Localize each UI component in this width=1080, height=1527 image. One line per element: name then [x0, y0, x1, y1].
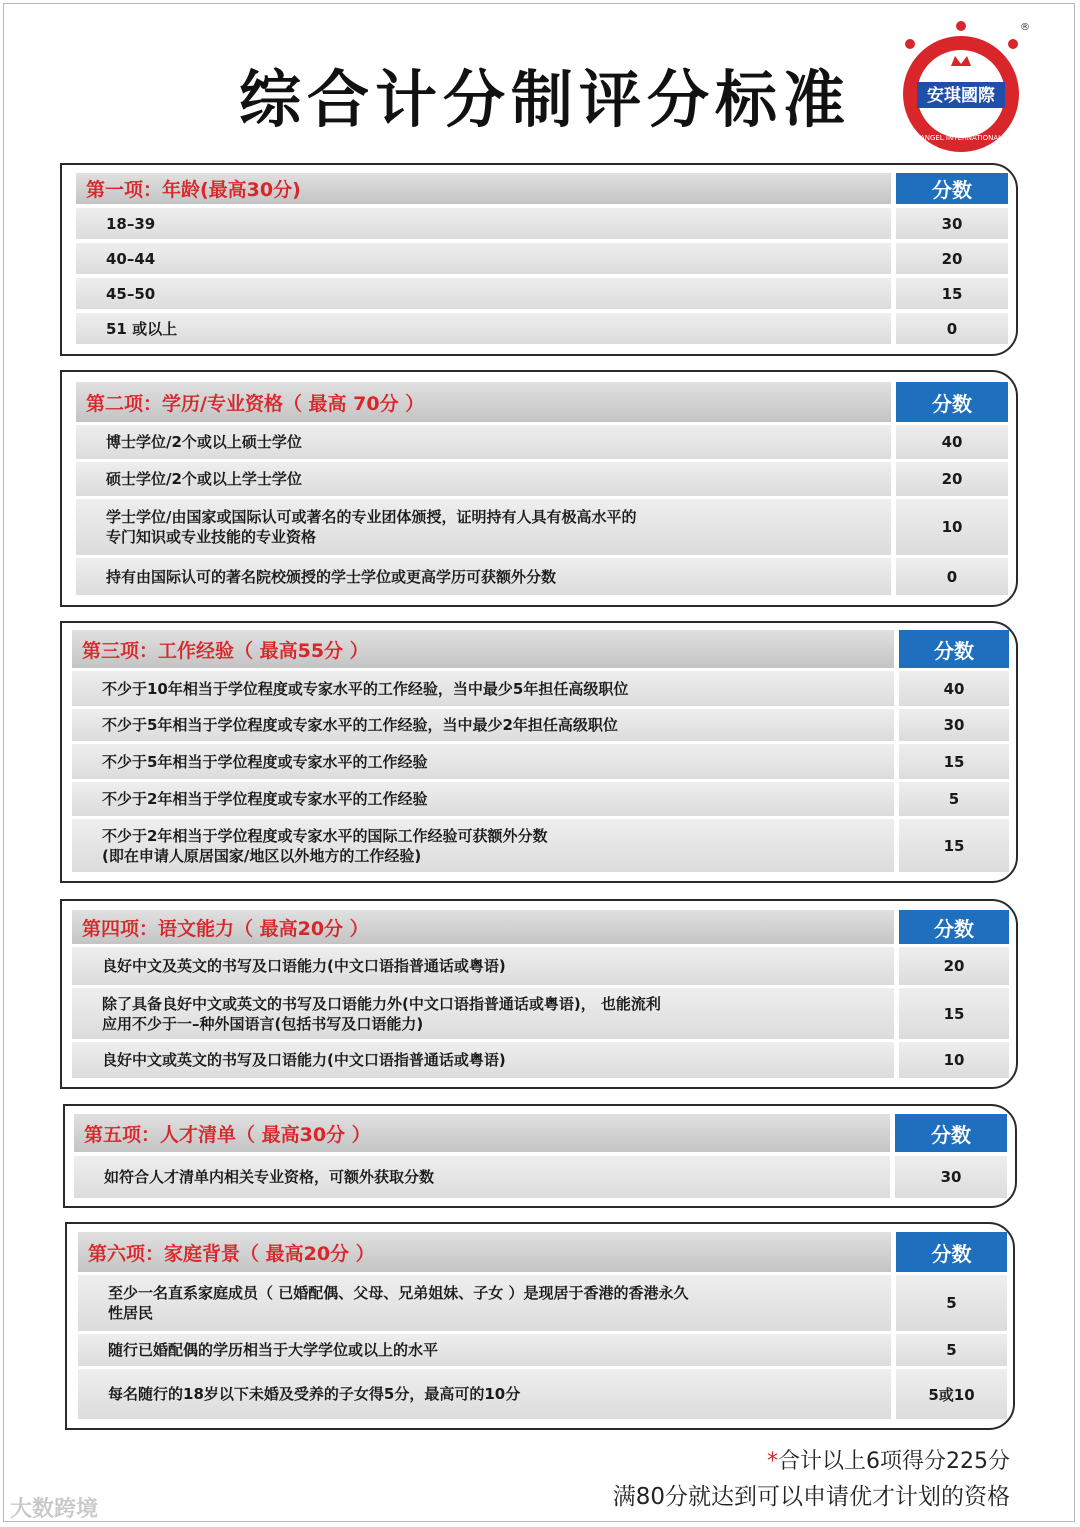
score-value: 5 [896, 1275, 1007, 1331]
section-title: 第六项：家庭背景（ 最高20分 ） [78, 1232, 891, 1272]
criteria-label: 如符合人才清单内相关专业资格，可额外获取分数 [74, 1156, 890, 1198]
total-score-text: 合计以上6项得分225分 [778, 1449, 1010, 1474]
table-row [76, 499, 1008, 555]
asterisk-mark: * [767, 1449, 778, 1474]
score-value: 30 [899, 709, 1009, 741]
criteria-label: 不少于5年相当于学位程度或专家水平的工作经验 [72, 744, 894, 779]
criteria-label: 至少一名直系家庭成员（ 已婚配偶、父母、兄弟姐妹、子女 ）是现居于香港的香港永久 性居民 [78, 1275, 891, 1331]
criteria-label: 45–50 [76, 278, 891, 309]
score-value: 15 [896, 278, 1008, 309]
criteria-label: 良好中文或英文的书写及口语能力(中文口语指普通话或粤语) [72, 1042, 894, 1078]
criteria-label: 不少于2年相当于学位程度或专家水平的国际工作经验可获额外分数 (即在申请人原居国家/地区以外地方的工作经验) [72, 819, 894, 872]
svg-text:安琪國際: 安琪國際 [927, 86, 995, 106]
table-row [72, 744, 1009, 779]
table-row [72, 1042, 1009, 1078]
criteria-label: 51 或以上 [76, 313, 891, 344]
score-column-header: 分数 [896, 382, 1008, 422]
score-value: 5 [899, 782, 1009, 816]
score-column-header: 分数 [896, 173, 1008, 204]
section-header [78, 1232, 1007, 1272]
table-row [72, 988, 1009, 1039]
criteria-label: 40–44 [76, 243, 891, 274]
criteria-label: 除了具备良好中文或英文的书写及口语能力外(中文口语指普通话或粤语)， 也能流利 应用不少于一–种外国语言(包括书写及口语能力) [72, 988, 894, 1039]
criteria-label: 不少于10年相当于学位程度或专家水平的工作经验，当中最少5年担任高级职位 [72, 671, 894, 706]
watermark-text: 大数跨境 [10, 1497, 99, 1522]
page-title: 综合计分制评分标准 [238, 63, 851, 136]
angel-international-logo [895, 18, 1035, 158]
score-value: 20 [896, 462, 1008, 496]
section-title: 第三项：工作经验（ 最高55分 ） [72, 630, 894, 668]
table-row [78, 1369, 1007, 1419]
criteria-label: 持有由国际认可的著名院校颁授的学士学位或更高学历可获额外分数 [76, 558, 891, 595]
score-value: 30 [895, 1156, 1007, 1198]
section-header [72, 630, 1009, 668]
score-value: 10 [899, 1042, 1009, 1078]
table-row [72, 671, 1009, 706]
qualification-note: 满80分就达到可以申请优才计划的资格 [612, 1484, 1010, 1510]
section-title: 第四项：语文能力（ 最高20分 ） [72, 910, 894, 944]
score-value: 15 [899, 744, 1009, 779]
section-title: 第五项：人才清单（ 最高30分 ） [74, 1114, 890, 1152]
table-row [76, 558, 1008, 595]
score-column-header: 分数 [899, 630, 1009, 668]
table-row [74, 1156, 1007, 1198]
section-header [74, 1114, 1007, 1152]
total-score-note [767, 1444, 1010, 1475]
score-value: 5或10 [896, 1369, 1007, 1419]
table-row [78, 1334, 1007, 1366]
table-row [72, 819, 1009, 872]
section-title: 第一项：年龄(最高30分) [76, 173, 891, 204]
score-column-header: 分数 [899, 910, 1009, 944]
score-value: 20 [896, 243, 1008, 274]
criteria-label: 良好中文及英文的书写及口语能力(中文口语指普通话或粤语) [72, 947, 894, 985]
criteria-label: 博士学位/2个或以上硕士学位 [76, 425, 891, 459]
section-header [76, 382, 1008, 422]
score-column-header: 分数 [895, 1114, 1007, 1152]
svg-text:ANGEL INTERNATIONAL: ANGEL INTERNATIONAL [919, 134, 1003, 142]
score-value: 15 [899, 988, 1009, 1039]
table-row [72, 709, 1009, 741]
section-title: 第二项：学历/专业资格（ 最高 70分 ） [76, 382, 891, 422]
section-header [76, 173, 1008, 204]
score-value: 20 [899, 947, 1009, 985]
score-value: 0 [896, 558, 1008, 595]
table-row [76, 313, 1008, 344]
score-value: 40 [896, 425, 1008, 459]
criteria-label: 18–39 [76, 208, 891, 239]
svg-text:®: ® [1020, 22, 1030, 33]
score-value: 10 [896, 499, 1008, 555]
score-value: 5 [896, 1334, 1007, 1366]
table-row [78, 1275, 1007, 1331]
table-row [72, 782, 1009, 816]
table-row [76, 425, 1008, 459]
score-value: 40 [899, 671, 1009, 706]
criteria-label: 每名随行的18岁以下未婚及受养的子女得5分，最高可的10分 [78, 1369, 891, 1419]
table-row [76, 462, 1008, 496]
score-value: 0 [896, 313, 1008, 344]
table-row [72, 947, 1009, 985]
table-row [76, 278, 1008, 309]
score-column-header: 分数 [896, 1232, 1007, 1272]
table-row [76, 208, 1008, 239]
table-row [76, 243, 1008, 274]
criteria-label: 不少于5年相当于学位程度或专家水平的工作经验，当中最少2年担任高级职位 [72, 709, 894, 741]
score-value: 15 [899, 819, 1009, 872]
score-value: 30 [896, 208, 1008, 239]
section-header [72, 910, 1009, 944]
criteria-label: 不少于2年相当于学位程度或专家水平的工作经验 [72, 782, 894, 816]
criteria-label: 学士学位/由国家或国际认可或著名的专业团体颁授，证明持有人具有极高水平的 专门知识或专业技能的专业资格 [76, 499, 891, 555]
criteria-label: 硕士学位/2个或以上学士学位 [76, 462, 891, 496]
criteria-label: 随行已婚配偶的学历相当于大学学位或以上的水平 [78, 1334, 891, 1366]
